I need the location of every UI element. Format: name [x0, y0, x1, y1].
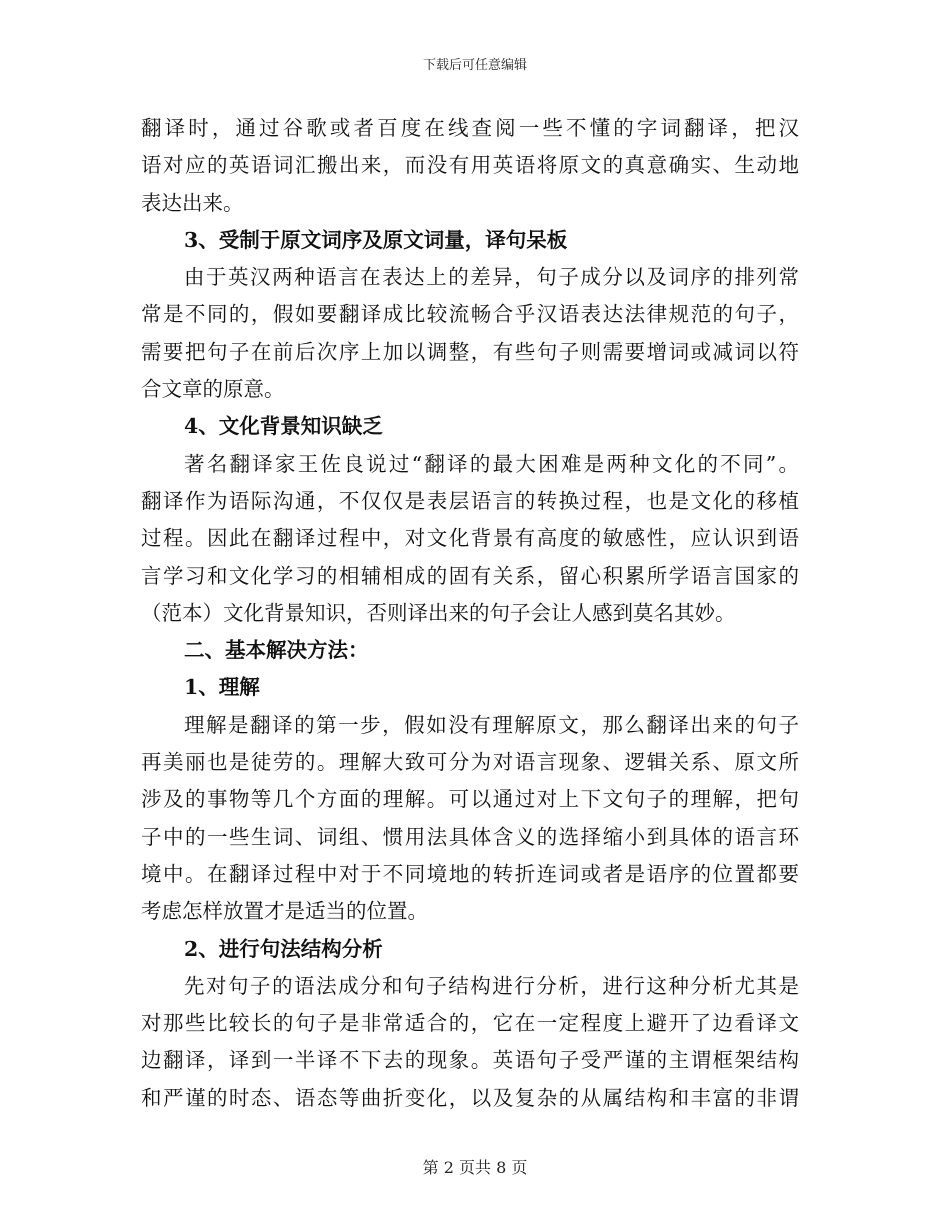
body-line: 合文章的原意。	[141, 377, 285, 402]
body-line: 先对句子的语法成分和句子结构进行分析，进行这种分析尤其是	[184, 973, 799, 998]
body-line: 由于英汉两种语言在表达上的差异，句子成分以及词序的排列常	[184, 265, 799, 290]
body-line: 过程。因此在翻译过程中，对文化背景有高度的敏感性，应认识到语	[141, 526, 799, 551]
body-line: （范本）文化背景知识，否则译出来的句子会让人感到莫名其妙。	[141, 600, 736, 625]
document-body	[141, 110, 799, 1117]
body-line: 涉及的事物等几个方面的理解。可以通过对上下文句子的理解，把句	[141, 787, 799, 812]
section-heading: 1、理解	[184, 675, 260, 700]
section-heading: 4、文化背景知识缺乏	[184, 414, 383, 439]
body-line: 考虑怎样放置才是适当的位置。	[141, 899, 428, 924]
body-line: 和严谨的时态、语态等曲折变化，以及复杂的从属结构和丰富的非谓	[141, 1085, 799, 1110]
body-line: 子中的一些生词、词组、惯用法具体含义的选择缩小到具体的语言环	[141, 824, 799, 849]
body-line: 再美丽也是徒劳的。理解大致可分为对语言现象、逻辑关系、原文所	[141, 750, 799, 775]
body-line: 表达出来。	[141, 190, 244, 215]
body-line: 著名翻译家王佐良说过“翻译的最大困难是两种文化的不同”。	[184, 451, 799, 476]
body-line: 翻译作为语际沟通，不仅仅是表层语言的转换过程，也是文化的移植	[141, 488, 799, 513]
body-line: 翻译时，通过谷歌或者百度在线查阅一些不懂的字词翻译，把汉	[141, 116, 799, 140]
body-line: 边翻译，译到一半译不下去的现象。英语句子受严谨的主谓框架结构	[141, 1048, 799, 1073]
body-line: 语对应的英语词汇搬出来，而没有用英语将原文的真意确实、生动地	[141, 153, 799, 178]
body-line: 言学习和文化学习的相辅相成的固有关系，留心积累所学语言国家的	[141, 563, 799, 588]
body-line: 常是不同的，假如要翻译成比较流畅合乎汉语表达法律规范的句子，	[141, 302, 799, 327]
body-line: 需要把句子在前后次序上加以调整，有些句子则需要增词或减词以符	[141, 339, 799, 364]
page-header: 下载后可任意编辑	[422, 58, 527, 73]
section-heading: 3、受制于原文词序及原文词量，译句呆板	[184, 227, 568, 252]
section-heading: 二、基本解决方法：	[184, 638, 369, 663]
body-line: 理解是翻译的第一步，假如没有理解原文，那么翻译出来的句子	[184, 712, 799, 737]
section-heading: 2、进行句法结构分析	[184, 936, 383, 961]
body-line: 对那些比较长的句子是非常适合的，它在一定程度上避开了边看译文	[141, 1011, 799, 1036]
body-line: 境中。在翻译过程中对于不同境地的转折连词或者是语序的位置都要	[141, 861, 799, 886]
page-footer: 第 2 页共 8 页	[422, 1158, 528, 1177]
